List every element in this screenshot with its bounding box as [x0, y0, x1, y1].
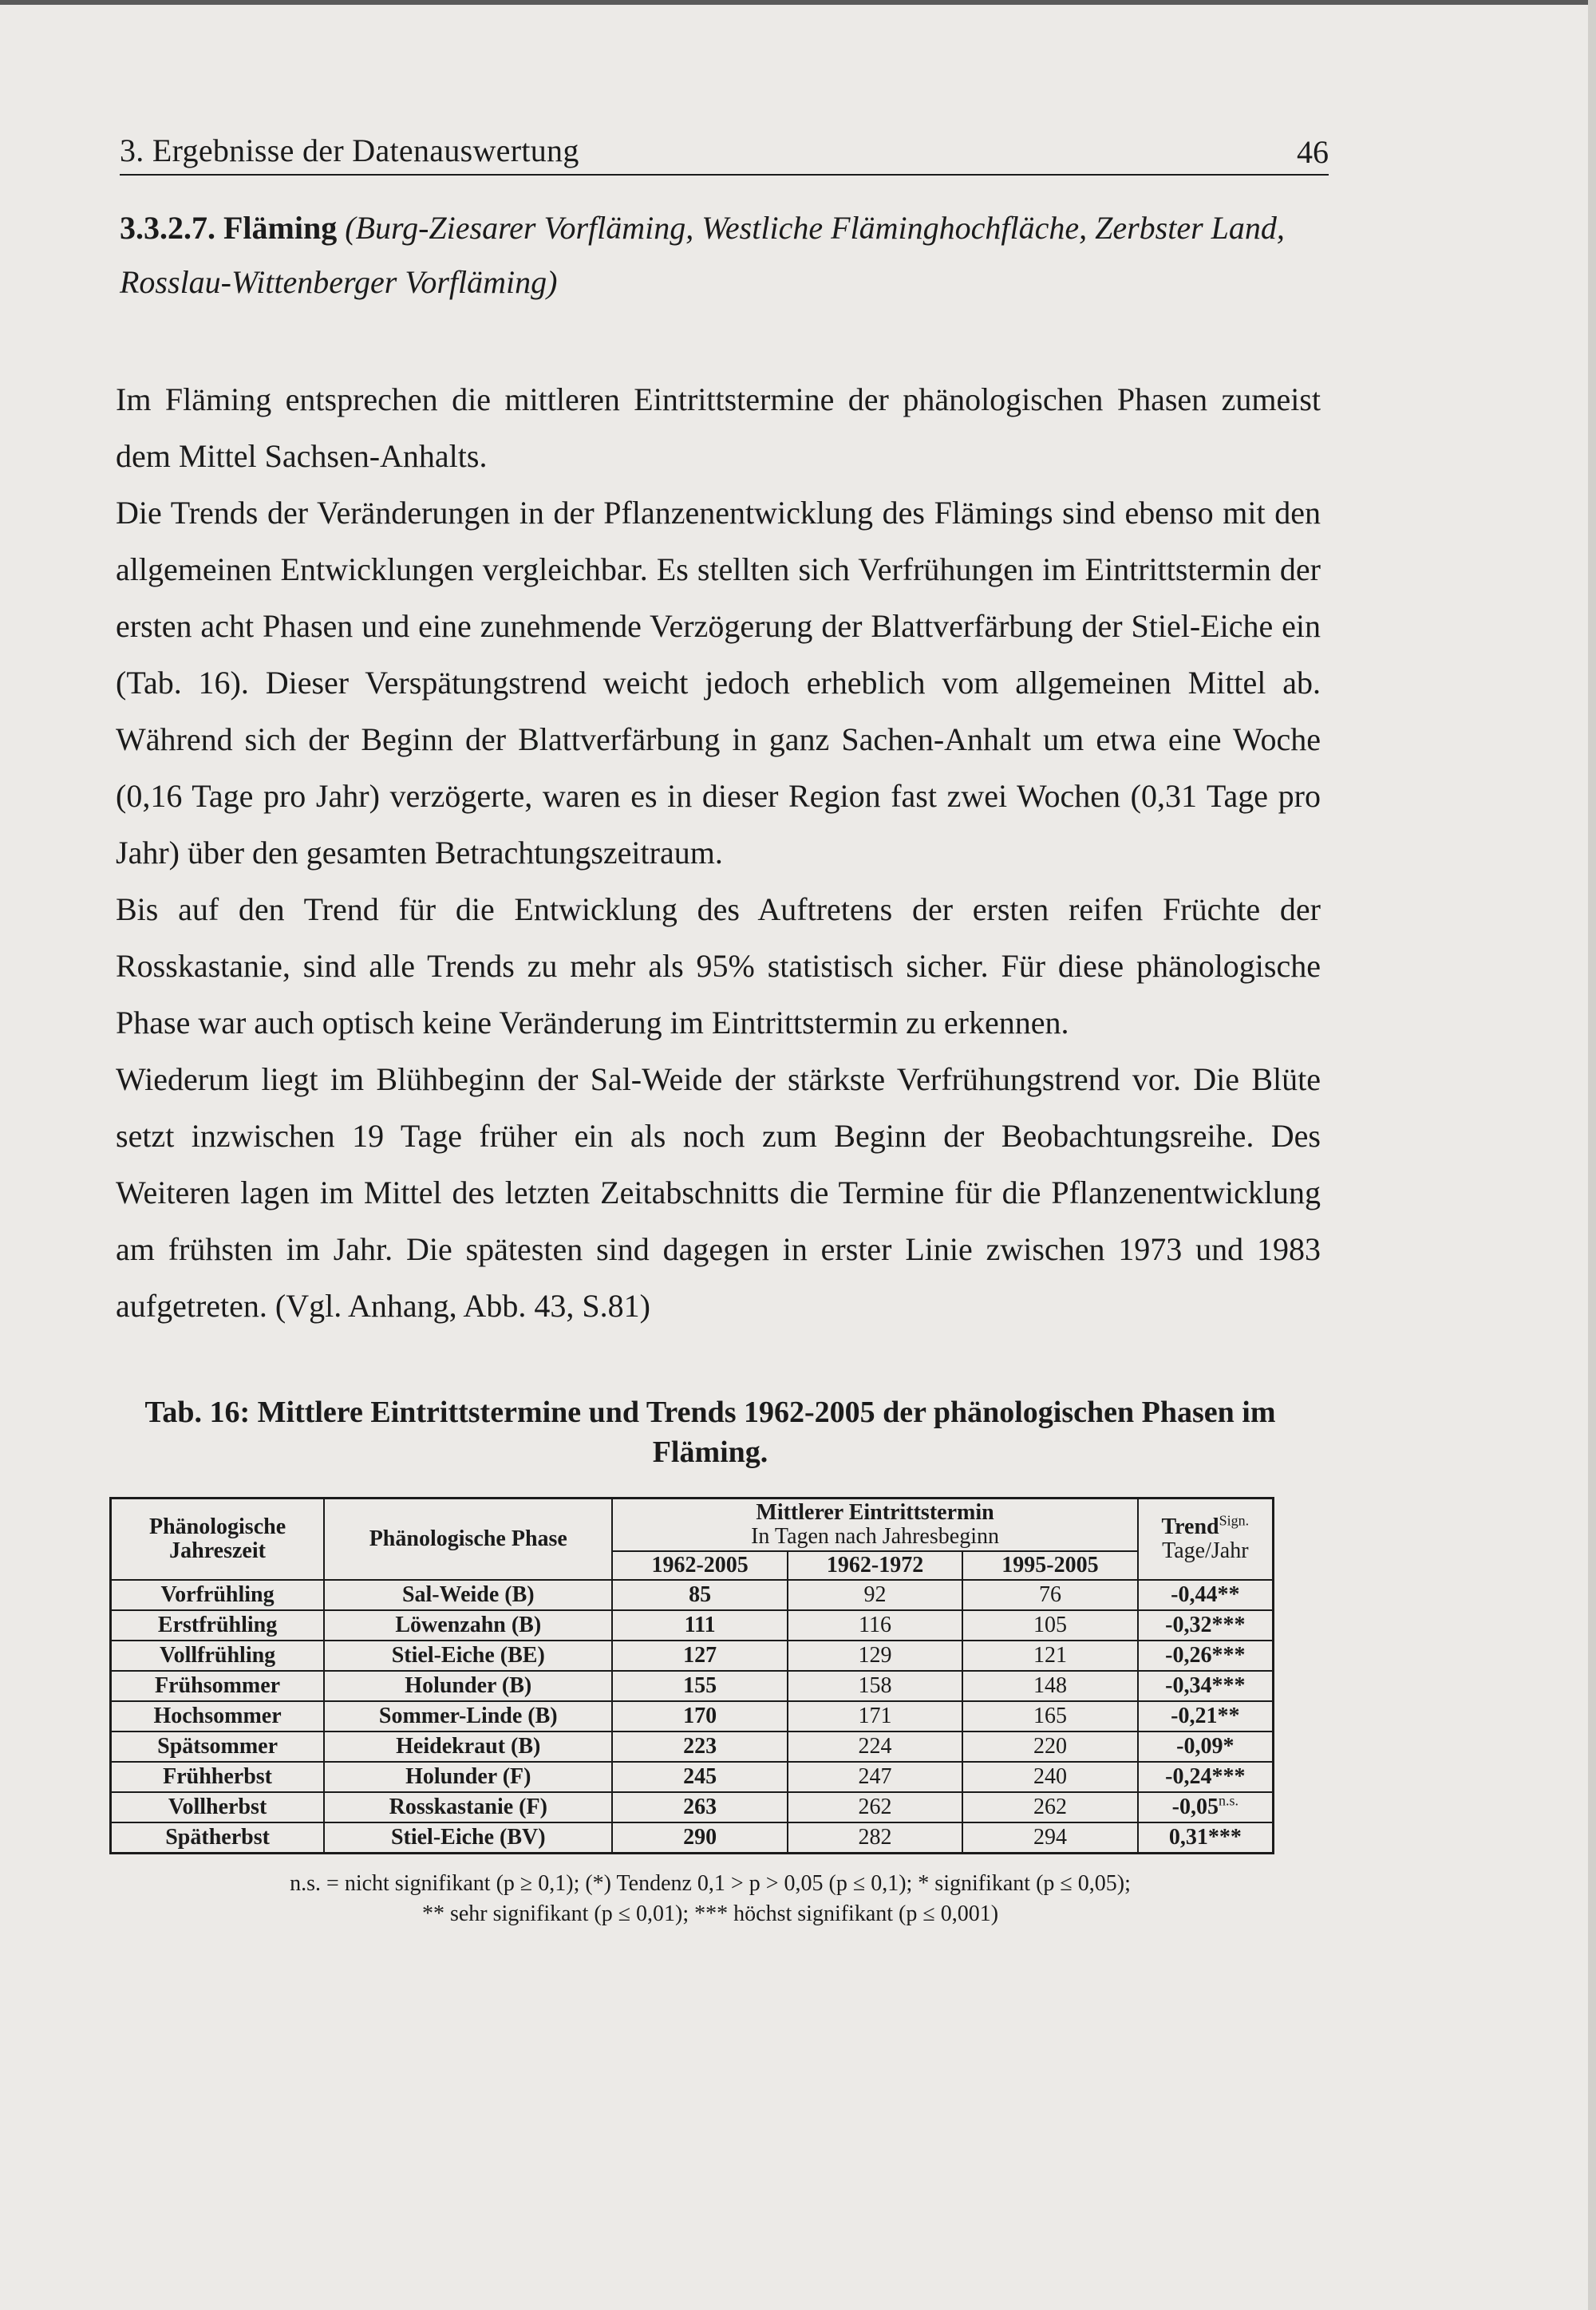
paragraph: Wiederum liegt im Blühbeginn der Sal-Weide der stärkste Verfrühungstrend vor. Die Blüte setzt inzwischen 19 Tage früher ein als noch zum Beginn der Beobachtungsreihe. Des Weiteren lagen im Mittel des letzten Zeitabschnitts die Termine für die Pflanzenentwicklung am frühsten im Jahr. Die spätesten sind dagegen in erster Linie zwischen 1973 und 1983 aufgetreten. (Vgl. Anhang, Abb. 43, S.81)	[116, 1061, 1321, 1324]
cell-trend	[1138, 1671, 1274, 1701]
header-trend	[1138, 1499, 1274, 1581]
cell-phase-text: Holunder (F)	[405, 1764, 531, 1789]
cell-mean-1962-1972-text: 282	[858, 1825, 892, 1850]
footnote-line: n.s. = nicht signifikant (p ≥ 0,1); (*) Tendenz 0,1 > p > 0,05 (p ≤ 0,1); * signifikant (p ≤ 0,05);	[290, 1871, 1131, 1896]
section-heading	[120, 201, 1333, 310]
cell-season-text: Spätsommer	[157, 1734, 278, 1759]
cell-season	[111, 1580, 325, 1610]
table-row	[111, 1580, 1274, 1610]
cell-phase	[324, 1732, 612, 1762]
cell-season-text: Vollherbst	[168, 1795, 267, 1819]
cell-mean-1962-2005-text: 127	[683, 1643, 717, 1668]
cell-mean-1962-1972-text: 224	[858, 1734, 892, 1759]
cell-mean-1962-1972	[788, 1671, 962, 1701]
cell-mean-1962-1972	[788, 1732, 962, 1762]
header-trend-unit: Tage/Jahr	[1162, 1538, 1249, 1563]
page-number: 46	[1297, 134, 1329, 170]
cell-season-text: Hochsommer	[153, 1704, 282, 1728]
table-row	[111, 1762, 1274, 1792]
cell-mean-1995-2005-text: 148	[1033, 1673, 1067, 1698]
cell-trend	[1138, 1732, 1274, 1762]
section-subtitle: (Burg-Ziesarer Vorfläming, Westliche Fläminghochfläche, Zerbster Land, Rosslau-Wittenberger Vorfläming)	[120, 210, 1285, 300]
cell-mean-1995-2005	[962, 1671, 1137, 1701]
header-period: 1962-2005	[612, 1551, 787, 1580]
cell-mean-1962-1972	[788, 1822, 962, 1854]
cell-mean-1962-2005-text: 85	[689, 1582, 712, 1607]
table-body	[111, 1580, 1274, 1854]
cell-mean-1962-2005	[612, 1732, 787, 1762]
section-title: 3.3.2.7. Fläming	[120, 210, 338, 246]
cell-phase-text: Sal-Weide (B)	[401, 1582, 535, 1607]
cell-phase	[324, 1822, 612, 1854]
cell-mean-1995-2005	[962, 1822, 1137, 1854]
cell-mean-1962-2005	[612, 1641, 787, 1671]
header-mean-title: Mittlerer Eintrittstermin	[756, 1500, 994, 1525]
cell-mean-1995-2005	[962, 1762, 1137, 1792]
cell-phase-text: Rosskastanie (F)	[389, 1795, 547, 1819]
cell-trend	[1138, 1762, 1274, 1792]
cell-trend-text: -0,34***	[1165, 1673, 1246, 1698]
cell-season-text: Spätherbst	[165, 1825, 270, 1850]
cell-season	[111, 1732, 325, 1762]
cell-season-text: Erstfrühling	[157, 1613, 278, 1637]
cell-season	[111, 1822, 325, 1854]
cell-mean-1995-2005-text: 105	[1033, 1613, 1067, 1637]
cell-season	[111, 1701, 325, 1732]
cell-trend-text: -0,44**	[1171, 1582, 1240, 1607]
table-row	[111, 1701, 1274, 1732]
cell-mean-1962-1972-text: 116	[859, 1613, 892, 1637]
cell-mean-1962-1972-text: 171	[858, 1704, 892, 1728]
cell-mean-1962-2005	[612, 1701, 787, 1732]
phenology-table	[109, 1497, 1274, 1854]
cell-phase	[324, 1671, 612, 1701]
cell-trend-text: -0,09*	[1176, 1734, 1235, 1759]
cell-phase	[324, 1792, 612, 1822]
cell-season-text: Vollfrühling	[159, 1643, 276, 1668]
header-phase: Phänologische Phase	[324, 1499, 612, 1581]
cell-phase-text: Stiel-Eiche (BE)	[391, 1643, 545, 1668]
chapter-title: 3. Ergebnisse der Datenauswertung	[120, 132, 579, 168]
table-row	[111, 1732, 1274, 1762]
table-row	[111, 1610, 1274, 1641]
cell-trend	[1138, 1610, 1274, 1641]
cell-mean-1995-2005	[962, 1701, 1137, 1732]
cell-mean-1962-2005-text: 245	[683, 1764, 717, 1789]
cell-season	[111, 1610, 325, 1641]
footnote-line: ** sehr signifikant (p ≤ 0,01); *** höchst signifikant (p ≤ 0,001)	[421, 1901, 999, 1926]
cell-mean-1962-2005	[612, 1762, 787, 1792]
cell-mean-1962-1972	[788, 1792, 962, 1822]
cell-mean-1962-1972-text: 129	[858, 1643, 892, 1668]
table-row	[111, 1641, 1274, 1671]
cell-mean-1995-2005-text: 294	[1033, 1825, 1067, 1850]
cell-trend-text: -0,24***	[1165, 1764, 1246, 1789]
cell-season	[111, 1762, 325, 1792]
cell-mean-1962-2005	[612, 1822, 787, 1854]
paragraph: Bis auf den Trend für die Entwicklung des Auftretens der ersten reifen Früchte der Rosskastanie, sind alle Trends zu mehr als 95% statistisch sicher. Für diese phänologische Phase war auch optisch keine Veränderung im Eintrittstermin zu erkennen.	[116, 891, 1321, 1040]
cell-season-text: Frühherbst	[163, 1764, 273, 1789]
scan-top-edge	[0, 0, 1596, 5]
table-row	[111, 1671, 1274, 1701]
header-period: 1995-2005	[962, 1551, 1137, 1580]
cell-trend	[1138, 1701, 1274, 1732]
cell-mean-1995-2005-text: 165	[1033, 1704, 1067, 1728]
cell-trend-text: -0,21**	[1171, 1704, 1240, 1728]
cell-trend	[1138, 1641, 1274, 1671]
cell-trend-text: 0,31***	[1168, 1825, 1242, 1850]
cell-mean-1962-2005	[612, 1610, 787, 1641]
cell-mean-1962-2005	[612, 1580, 787, 1610]
cell-mean-1962-1972-text: 262	[858, 1795, 892, 1819]
cell-trend-text: -0,26***	[1165, 1643, 1246, 1668]
cell-mean-1962-1972	[788, 1580, 962, 1610]
paragraph: Im Fläming entsprechen die mittleren Eintrittstermine der phänologischen Phasen zumeist dem Mittel Sachsen-Anhalts.	[116, 381, 1321, 474]
cell-mean-1962-2005-text: 155	[683, 1673, 717, 1698]
header-trend-sup: Sign.	[1219, 1512, 1250, 1529]
table-row	[111, 1792, 1274, 1822]
cell-phase-text: Heidekraut (B)	[396, 1734, 541, 1759]
cell-trend-text: -0,32***	[1165, 1613, 1246, 1637]
cell-mean-1962-2005-text: 290	[683, 1825, 717, 1850]
cell-mean-1995-2005	[962, 1580, 1137, 1610]
cell-phase	[324, 1701, 612, 1732]
cell-phase	[324, 1610, 612, 1641]
scan-right-edge	[1588, 0, 1596, 2310]
cell-mean-1995-2005-text: 240	[1033, 1764, 1067, 1789]
cell-mean-1995-2005-text: 76	[1038, 1582, 1061, 1607]
cell-trend-text: -0,05	[1171, 1795, 1219, 1819]
cell-mean-1962-2005-text: 170	[683, 1704, 717, 1728]
cell-trend	[1138, 1822, 1274, 1854]
cell-mean-1962-1972-text: 247	[858, 1764, 892, 1789]
cell-mean-1962-2005	[612, 1671, 787, 1701]
cell-mean-1995-2005	[962, 1641, 1137, 1671]
table-row	[111, 1822, 1274, 1854]
cell-phase-text: Stiel-Eiche (BV)	[390, 1825, 546, 1850]
cell-season	[111, 1671, 325, 1701]
cell-phase	[324, 1762, 612, 1792]
cell-trend	[1138, 1580, 1274, 1610]
page-header	[120, 126, 1329, 176]
cell-mean-1962-1972-text: 92	[863, 1582, 887, 1607]
cell-mean-1962-2005-text: 111	[684, 1613, 716, 1637]
cell-mean-1995-2005-text: 262	[1033, 1795, 1067, 1819]
header-season: Phänologische Jahreszeit	[111, 1499, 325, 1581]
cell-mean-1962-1972-text: 158	[858, 1673, 892, 1698]
cell-phase	[324, 1641, 612, 1671]
body-text	[116, 371, 1321, 1334]
cell-season	[111, 1641, 325, 1671]
cell-mean-1962-1972	[788, 1610, 962, 1641]
cell-mean-1962-1972	[788, 1701, 962, 1732]
cell-mean-1995-2005	[962, 1732, 1137, 1762]
cell-mean-1962-2005-text: 263	[683, 1795, 717, 1819]
cell-mean-1995-2005	[962, 1610, 1137, 1641]
header-period: 1962-1972	[788, 1551, 962, 1580]
cell-phase-text: Sommer-Linde (B)	[378, 1704, 558, 1728]
cell-mean-1962-1972	[788, 1641, 962, 1671]
cell-mean-1995-2005-text: 220	[1033, 1734, 1067, 1759]
cell-mean-1995-2005-text: 121	[1033, 1643, 1067, 1668]
cell-phase	[324, 1580, 612, 1610]
cell-mean-1962-2005-text: 223	[683, 1734, 717, 1759]
cell-season	[111, 1792, 325, 1822]
header-trend-label: Trend	[1161, 1514, 1219, 1539]
cell-season-text: Frühsommer	[155, 1673, 281, 1698]
cell-season-text: Vorfrühling	[160, 1582, 275, 1607]
cell-phase-text: Löwenzahn (B)	[395, 1613, 542, 1637]
cell-mean-1995-2005	[962, 1792, 1137, 1822]
cell-trend	[1138, 1792, 1274, 1822]
cell-phase-text: Holunder (B)	[405, 1673, 532, 1698]
cell-mean-1962-2005	[612, 1792, 787, 1822]
header-mean-sub: In Tagen nach Jahresbeginn	[751, 1524, 999, 1549]
table-caption: Tab. 16: Mittlere Eintrittstermine und Trends 1962-2005 der phänologischen Phasen im Fläming.	[144, 1396, 1276, 1469]
cell-mean-1962-1972	[788, 1762, 962, 1792]
table-footnote	[120, 1869, 1301, 1929]
header-mean	[612, 1499, 1137, 1552]
significance-marker: n.s.	[1218, 1792, 1238, 1809]
paragraph: Die Trends der Veränderungen in der Pflanzenentwicklung des Flämings sind ebenso mit den allgemeinen Entwicklungen vergleichbar. Es stellten sich Verfrühungen im Eintrittstermin der ersten acht Phasen und eine zunehmende Verzögerung der Blattverfärbung der Stiel-Eiche ein (Tab. 16). Dieser Verspätungstrend weicht jedoch erheblich vom allgemeinen Mittel ab. Während sich der Beginn der Blattverfärbung in ganz Sachen-Anhalt um etwa eine Woche (0,16 Tage pro Jahr) verzögerte, waren es in dieser Region fast zwei Wochen (0,31 Tage pro Jahr) über den gesamten Betrachtungszeitraum.	[116, 495, 1321, 871]
